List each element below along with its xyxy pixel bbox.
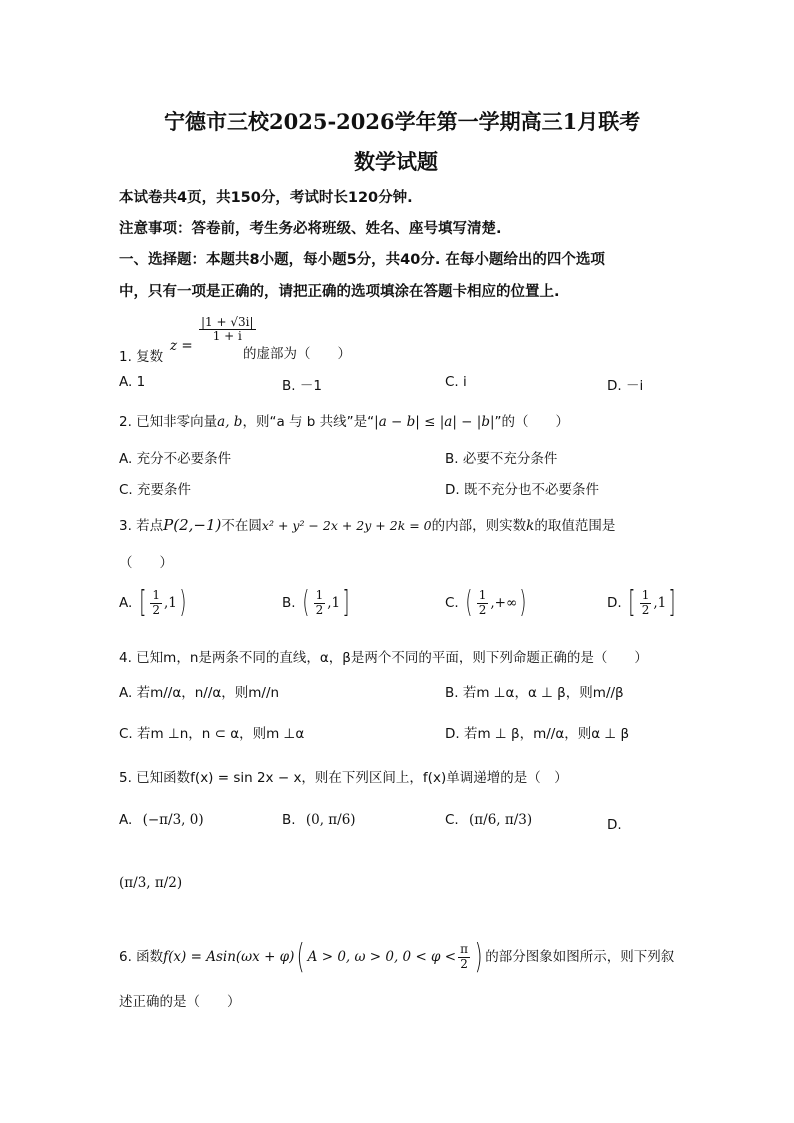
q3-d-den: 2 (641, 602, 650, 617)
q3-text-a: 3. 若点 (119, 518, 164, 534)
q5-option-d-label: D. (607, 817, 622, 833)
q3-option-b-label: B. (282, 595, 296, 611)
q3-b-num: 1 (315, 588, 324, 603)
q6-pi-half (458, 943, 470, 970)
q6-paren-right: ) (474, 937, 483, 977)
q2-vectors: a, b (217, 414, 243, 430)
page-title: 宁德市三校2025-2026学年第一学期高三1月联考 (164, 109, 641, 134)
q2-option-c: C. 充要条件 (119, 482, 192, 498)
q3-option-b (282, 585, 352, 620)
question-3 (119, 514, 615, 534)
q3-option-a-label: A. (119, 595, 133, 611)
q3-c-left: ( (465, 585, 473, 620)
q3-k: k (526, 518, 535, 534)
q5-option-b-label: B. (282, 812, 296, 828)
q2-option-b: B. 必要不充分条件 (445, 451, 558, 467)
q3-option-d (607, 585, 678, 620)
q1-denominator: 1 + i (212, 329, 242, 344)
q6-condition: A > 0, ω > 0, 0 < φ < (307, 949, 457, 965)
q3-d-num: 1 (641, 588, 650, 603)
q3-a-den: 2 (152, 602, 160, 617)
question-1-formula (170, 315, 258, 354)
q6-pi: π (460, 942, 468, 957)
q1-numerator: |1 + √3i| (201, 315, 254, 329)
q3-d-frac (640, 589, 652, 616)
q3-d-right: ] (668, 585, 676, 620)
q5-option-d-value (119, 875, 182, 891)
q2-option-a: A. 充分不必要条件 (119, 451, 232, 467)
exam-notice: 注意事项：答卷前，考生务必将班级、姓名、座号填写清楚. (119, 221, 502, 237)
q2-option-d: D. 既不充分也不必要条件 (445, 482, 599, 498)
q3-c-den: 2 (478, 602, 487, 617)
q5-option-c-value: (π/6, π/3) (469, 812, 533, 828)
question-6 (119, 937, 675, 977)
section-heading-line1: 一、选择题：本题共8小题，每小题5分，共40分. 在每小题给出的四个选项 (119, 252, 605, 268)
q4-option-c: C. 若m ⊥n，n ⊂ α，则m ⊥α (119, 726, 305, 742)
q3-b-frac (314, 589, 326, 616)
q6-paren-left: ( (297, 937, 306, 977)
q2-text-a: 2. 已知非零向量 (119, 414, 218, 430)
q2-text-b: ，则“a 与 b 共线”是“ (242, 414, 375, 430)
q1-fraction (199, 316, 256, 343)
question-1-prefix: 1. 复数 (119, 349, 164, 365)
q3-point: P(2,−1) (163, 516, 222, 534)
q3-c-num: 1 (478, 588, 487, 603)
q3-b-rest: ,1 (327, 595, 341, 611)
exam-intro: 本试卷共4页，共150分，考试时长120分钟. (119, 190, 413, 206)
q1-z: z = (170, 337, 193, 354)
q1-option-c: C. i (445, 374, 467, 390)
q1-option-d: D. －i (607, 378, 644, 394)
q5-option-c (445, 812, 532, 828)
q5-option-a (119, 812, 204, 828)
q1-option-a: A. 1 (119, 374, 146, 390)
q6-text-a: 6. 函数 (119, 949, 164, 965)
question-4: 4. 已知m，n是两条不同的直线，α，β是两个不同的平面，则下列命题正确的是（ ） (119, 650, 648, 666)
q4-option-d: D. 若m ⊥ β，m//α，则α ⊥ β (445, 726, 630, 742)
q3-b-right: ] (342, 585, 350, 620)
question-6-line2: 述正确的是（ ） (119, 994, 241, 1010)
q3-a-frac (150, 589, 162, 616)
q5-option-b-value: (0, π/6) (305, 812, 356, 828)
q3-a-num: 1 (152, 588, 160, 603)
section-heading-line2: 中，只有一项是正确的，请把正确的选项填涂在答题卡相应的位置上. (119, 284, 560, 300)
q3-b-den: 2 (315, 602, 324, 617)
q3-text-b: 不在圆 (221, 518, 262, 534)
q5-option-a-value: (−π/3, 0) (142, 812, 204, 828)
q3-d-left: [ (628, 585, 636, 620)
page-subtitle: 数学试题 (354, 149, 438, 174)
q5-option-a-label: A. (119, 812, 133, 828)
q3-d-rest: ,1 (653, 595, 667, 611)
q3-a-rest: ,1 (163, 595, 177, 611)
q3-circle: x² + y² − 2x + 2y + 2k = 0 (261, 518, 432, 533)
question-1-suffix: 的虚部为（ ） (243, 346, 351, 362)
q3-option-a (119, 585, 189, 620)
q3-option-c-label: C. (445, 595, 459, 611)
question-2 (119, 410, 569, 430)
q5-option-c-label: C. (445, 812, 459, 828)
q3-text-c: 的内部，则实数 (431, 518, 527, 534)
q3-b-left: ( (302, 585, 310, 620)
q5-option-b (282, 812, 356, 828)
q3-text-d: 的取值范围是 (534, 518, 616, 534)
q3-a-left: [ (138, 585, 146, 620)
q3-c-rest: ,+∞ (490, 595, 518, 611)
q3-a-right: ) (179, 585, 187, 620)
q6-text-b: 的部分图象如图所示，则下列叙 (485, 949, 675, 965)
q4-option-a: A. 若m//α，n//α，则m//n (119, 685, 280, 701)
q6-function: f(x) = Asin(ωx + φ) (163, 949, 295, 965)
q2-inequality: |a − b| ≤ |a| − |b| (374, 414, 495, 430)
q5-option-d-interval: (π/3, π/2) (119, 875, 183, 891)
q3-c-right: ) (519, 585, 527, 620)
q2-text-c: ”的（ ） (494, 414, 570, 430)
q1-option-b: B. －1 (282, 378, 322, 394)
q4-option-b: B. 若m ⊥α，α ⊥ β，则m//β (445, 685, 624, 701)
q3-paren: （ ） (119, 555, 173, 571)
q3-option-d-label: D. (607, 595, 622, 611)
q3-c-frac (477, 589, 489, 616)
q3-option-c (445, 585, 529, 620)
question-5: 5. 已知函数f(x) = sin 2x − x，则在下列区间上，f(x)单调递增的是（ ） (119, 770, 568, 786)
q6-two: 2 (460, 956, 468, 971)
